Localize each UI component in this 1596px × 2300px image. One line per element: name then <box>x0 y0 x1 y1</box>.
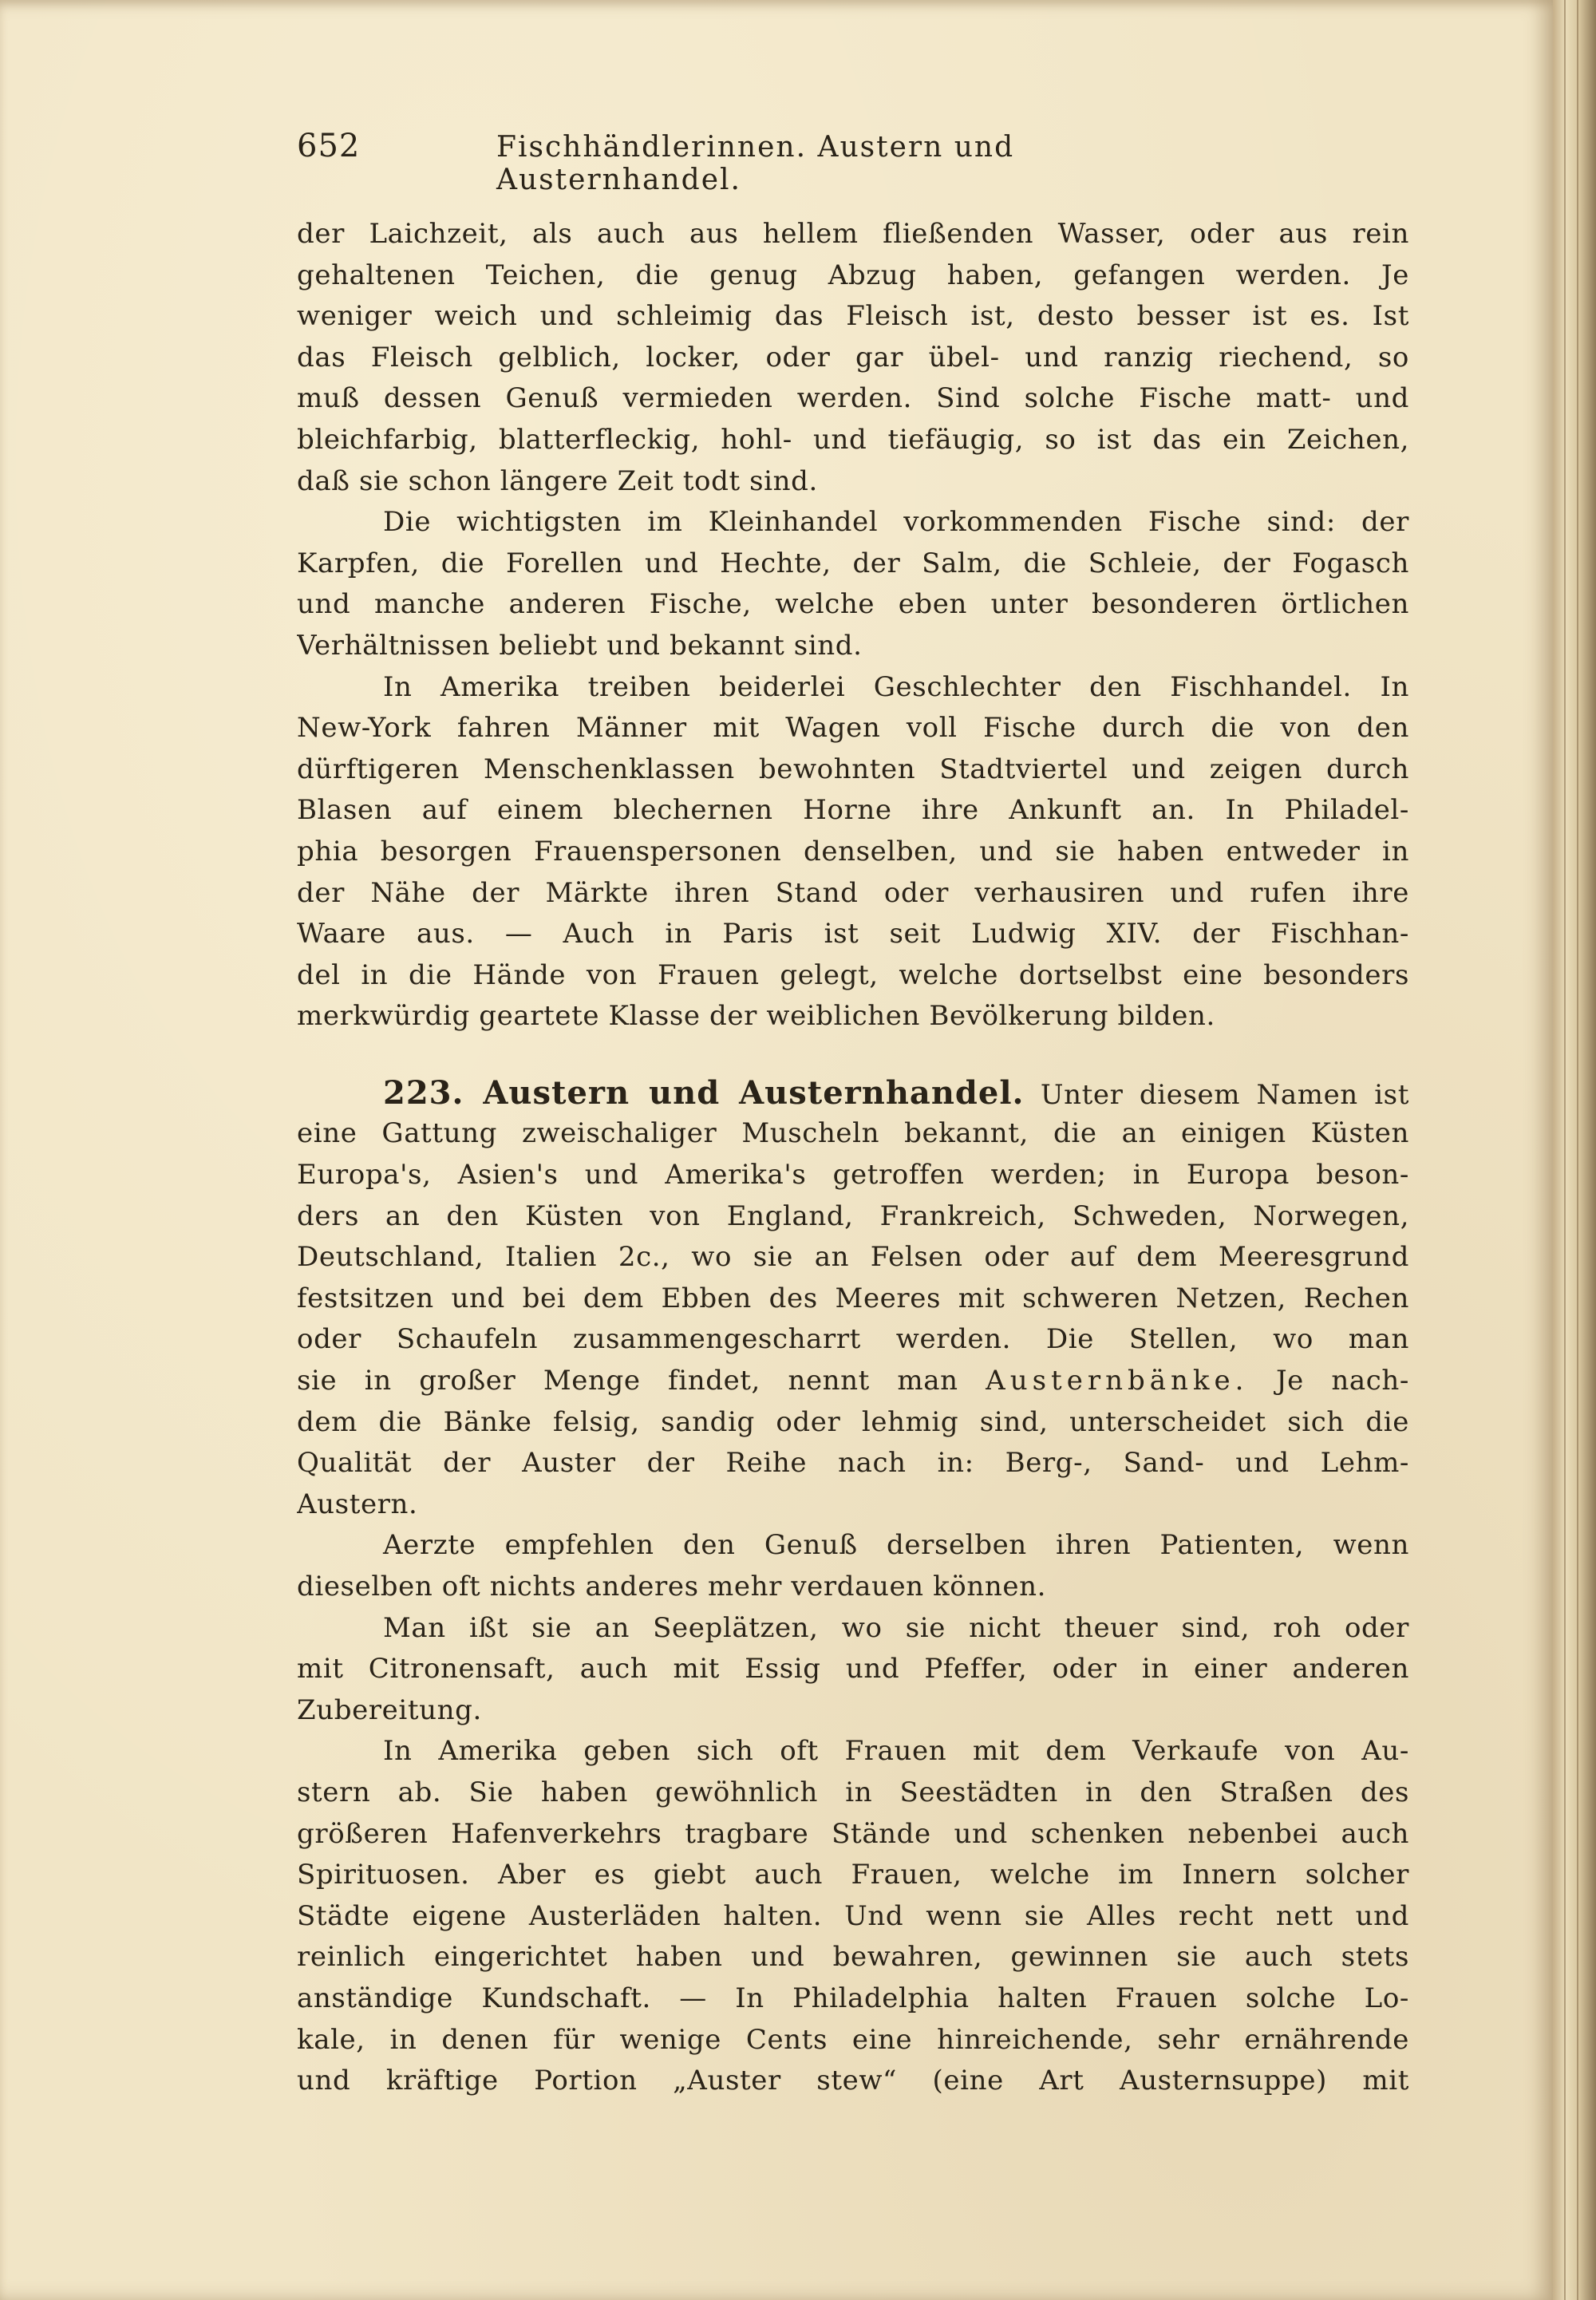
text-line: mit Citronensaft, auch mit Essig und Pfeffer, oder in einer anderen <box>297 1653 1409 1685</box>
text-line: Verhältnissen beliebt und bekannt sind. <box>297 629 863 662</box>
paragraph-oyster-trade-america <box>297 1731 1409 2101</box>
text-line: daß sie schon längere Zeit todt sind. <box>297 464 818 497</box>
text-line: Deutschland, Italien 2c., wo sie an Felsen oder auf dem Meeresgrund <box>297 1241 1409 1274</box>
text-line: dem die Bänke felsig, sandig oder lehmig sind, unterscheidet sich die <box>297 1405 1409 1438</box>
text-line: Aerzte empfehlen den Genuß derselben ihren Patienten, wenn <box>383 1529 1409 1562</box>
text-line: phia besorgen Frauenspersonen denselben, und sie haben entweder in <box>297 835 1409 867</box>
running-title: Fischhändlerinnen. Austern und Austernhandel. <box>496 131 1015 196</box>
section-intro-text: Unter diesem Namen ist <box>1040 1078 1409 1111</box>
text-line: größeren Hafenverkehrs tragbare Stände und schenken nebenbei auch <box>297 1817 1409 1850</box>
text-line <box>297 1361 1409 1402</box>
text-line: merkwürdig geartete Klasse der weiblichen Bevölkerung bilden. <box>297 1000 1215 1033</box>
section-heading: 223. Austern und Austernhandel. <box>383 1073 1025 1112</box>
text-line: dieselben oft nichts anderes mehr verdauen können. <box>297 1571 1046 1602</box>
text-line: festsitzen und bei dem Ebben des Meeres mit schweren Netzen, Rechen <box>297 1282 1409 1314</box>
text-line: Karpfen, die Forellen und Hechte, der Salm, die Schleie, der Fogasch <box>297 547 1409 579</box>
text-line: bleichfarbig, blatterfleckig, hohl- und tiefäugig, so ist das ein Zeichen, <box>297 423 1409 456</box>
text-line: eine Gattung zweischaliger Muscheln bekannt, die an einigen Küsten <box>297 1117 1409 1150</box>
paragraph-eating <box>297 1608 1409 1732</box>
page-header <box>297 128 1207 196</box>
section-gap <box>297 1037 1409 1073</box>
text-line: reinlich eingerichtet haben und bewahren, gewinnen sie auch stets <box>297 1941 1409 1974</box>
section-austern <box>297 1073 1409 1526</box>
book-page-edge <box>1553 0 1596 2300</box>
text-line: Städte eigene Austerläden halten. Und wenn sie Alles recht nett und <box>297 1899 1409 1932</box>
text-line: der Nähe der Märkte ihren Stand oder verhausiren und rufen ihre <box>297 876 1409 909</box>
page-edge-line <box>1577 0 1578 2300</box>
text-line: anständige Kundschaft. — In Philadelphia halten Frauen solche Lo- <box>297 1982 1409 2014</box>
text-line: del in die Hände von Frauen gelegt, welche dortselbst eine besonders <box>297 958 1409 991</box>
text-line: Blasen auf einem blechernen Horne ihre Ankunft an. In Philadel- <box>297 794 1409 827</box>
page-number: 652 <box>297 128 361 164</box>
paragraph-doctors <box>297 1525 1409 1607</box>
text-line: Europa's, Asien's und Amerika's getroffen werden; in Europa beson- <box>297 1159 1409 1191</box>
text-line: oder Schaufeln zusammengescharrt werden. Die Stellen, wo man <box>297 1323 1409 1356</box>
text-line: weniger weich und schleimig das Fleisch ist, desto besser ist es. Ist <box>297 300 1409 333</box>
page-edge-line <box>1564 0 1566 2300</box>
text-line: stern ab. Sie haben gewöhnlich in Seestädten in den Straßen des <box>297 1776 1409 1808</box>
text-line: Qualität der Auster der Reihe nach in: Berg-, Sand- und Lehm- <box>297 1447 1409 1480</box>
text-line: Waare aus. — Auch in Paris ist seit Ludwig XIV. der Fischhan- <box>297 918 1409 950</box>
text-line: und kräftige Portion „Auster stew“ (eine Art Austernsuppe) mit <box>297 2065 1409 2097</box>
text-line: In Amerika treiben beiderlei Geschlechter den Fischhandel. In <box>383 670 1409 703</box>
text-line: der Laichzeit, als auch aus hellem fließenden Wasser, oder aus rein <box>297 218 1409 250</box>
paragraph-fish-freshness <box>297 214 1409 502</box>
text-line: Zubereitung. <box>297 1693 482 1726</box>
text-line: gehaltenen Teichen, die genug Abzug haben, gefangen werden. Je <box>297 259 1409 291</box>
text-line: und manche anderen Fische, welche eben unter besonderen örtlichen <box>297 588 1409 621</box>
text-line: Spirituosen. Aber es giebt auch Frauen, welche im Innern solcher <box>297 1859 1409 1891</box>
text-line: das Fleisch gelblich, locker, oder gar übel- und ranzig riechend, so <box>297 341 1409 373</box>
paragraph-fish-trade-america <box>297 667 1409 1037</box>
text-line: muß dessen Genuß vermieden werden. Sind solche Fische matt- und <box>297 382 1409 415</box>
emphasized-term: Austernbänke. <box>986 1365 1249 1397</box>
text-line: Die wichtigsten im Kleinhandel vorkommenden Fische sind: der <box>383 506 1409 539</box>
text-span: Je nach- <box>1275 1365 1409 1397</box>
body-text <box>297 214 1409 2102</box>
text-span: sie in großer Menge findet, nennt man <box>297 1365 958 1397</box>
text-line: kale, in denen für wenige Cents eine hinreichende, sehr ernährende <box>297 2023 1409 2056</box>
text-line: New-York fahren Männer mit Wagen voll Fische durch die von den <box>297 712 1409 745</box>
text-line: In Amerika geben sich oft Frauen mit dem Verkaufe von Au- <box>383 1735 1409 1768</box>
text-line <box>297 1073 1409 1114</box>
text-line: ders an den Küsten von England, Frankreich, Schweden, Norwegen, <box>297 1199 1409 1232</box>
text-line: Man ißt sie an Seeplätzen, wo sie nicht theuer sind, roh oder <box>383 1611 1409 1644</box>
text-line: Austern. <box>297 1488 418 1520</box>
text-line: dürftigeren Menschenklassen bewohnten Stadtviertel und zeigen durch <box>297 753 1409 785</box>
paragraph-fish-types <box>297 502 1409 666</box>
